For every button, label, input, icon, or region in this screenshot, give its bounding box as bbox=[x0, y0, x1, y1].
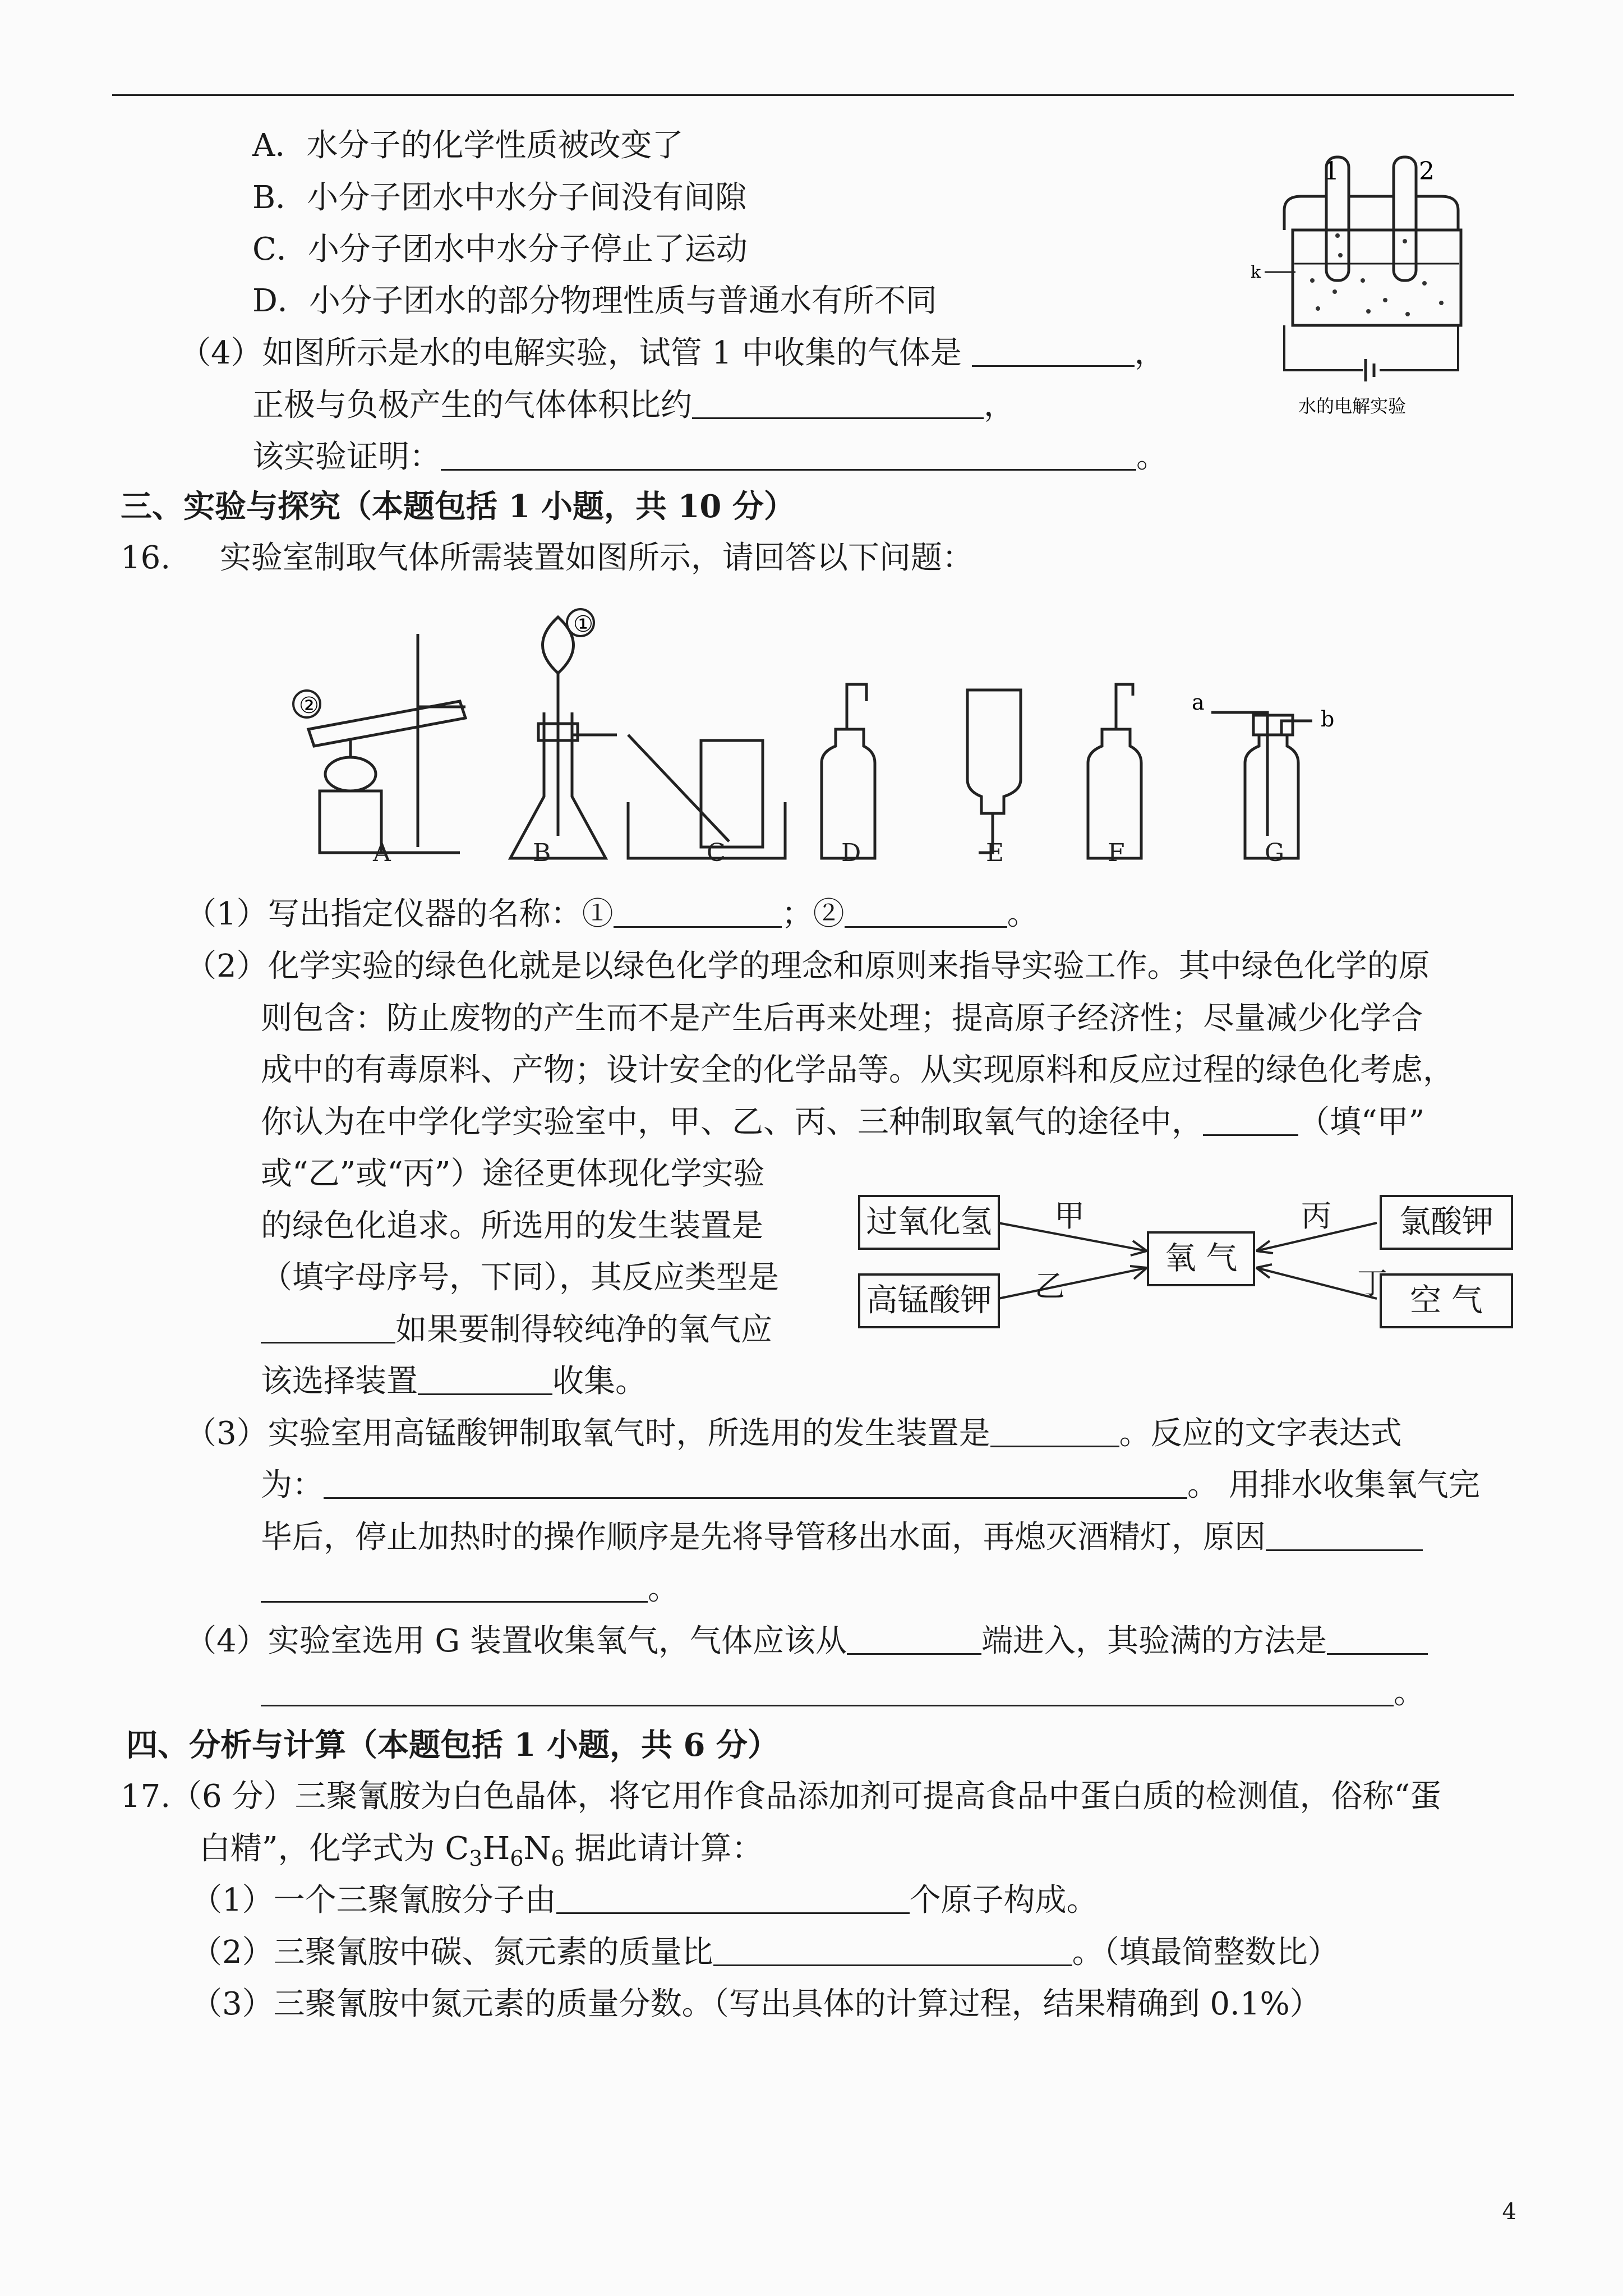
q17-line2-end: 据此请计算： bbox=[564, 1830, 763, 1867]
q16-3-blank-reason2[interactable] bbox=[261, 1572, 648, 1603]
q16-3-line4 bbox=[261, 1570, 679, 1609]
q16-3-line1 bbox=[185, 1414, 1402, 1453]
q15-4-line1-end: ， bbox=[1134, 335, 1166, 371]
apparatus-label-e: E bbox=[986, 839, 1004, 867]
q16-3-blank-device[interactable] bbox=[990, 1416, 1119, 1447]
q16-2-line9-end: 收集。 bbox=[552, 1363, 647, 1400]
q17-line2 bbox=[199, 1829, 763, 1878]
q16-4-line1-mid: 端进入，其验满的方法是 bbox=[981, 1623, 1327, 1659]
apparatus-g bbox=[1211, 712, 1312, 858]
q16-2-blank-route[interactable] bbox=[1203, 1105, 1298, 1136]
q17-part3: （3）三聚氰胺中氮元素的质量分数。（写出具体的计算过程，结果精确到 0.1%） bbox=[191, 1986, 1321, 2022]
apparatus-label-f: F bbox=[1108, 839, 1125, 867]
apparatus-figure bbox=[280, 600, 1346, 869]
apparatus-d bbox=[822, 684, 875, 858]
q15-4-line3-end: 。 bbox=[1136, 439, 1168, 475]
q16-2-line5: 或“乙”或“丙”）途径更体现化学实验 bbox=[261, 1156, 765, 1192]
q16-3-line2 bbox=[261, 1466, 1480, 1505]
battery-icon bbox=[1366, 359, 1374, 381]
q16-2-line6: 的绿色化追求。所选用的发生装置是 bbox=[261, 1208, 763, 1244]
q15-4-line3-text: 该实验证明： bbox=[252, 439, 441, 475]
route-label-yi: 乙 bbox=[1035, 1268, 1065, 1304]
q17-blank-atoms[interactable] bbox=[556, 1883, 910, 1914]
route-label-ding: 丁 bbox=[1357, 1266, 1387, 1301]
q16-2-line7: （填字母序号，下同），其反应类型是 bbox=[261, 1259, 779, 1296]
q16-2-line1: （2）化学实验的绿色化就是以绿色化学的理念和原则来指导实验工作。其中绿色化学的原 bbox=[185, 948, 1430, 984]
apparatus-f bbox=[1088, 684, 1141, 858]
q16-3-line3 bbox=[261, 1518, 1423, 1557]
apparatus-label-g: G bbox=[1265, 839, 1285, 867]
q17-line1: 17.（6 分）三聚氰胺为白色晶体，将它用作食品添加剂可提高食品中蛋白质的检测值，俗称“蛋 bbox=[121, 1778, 1442, 1815]
q17-formula-sub-n: 6 bbox=[551, 1846, 565, 1871]
q17-formula-prefix: 白精”，化学式为 C bbox=[199, 1830, 469, 1867]
apparatus-e bbox=[967, 690, 1021, 853]
q17-part2-end: 。（填最简整数比） bbox=[1072, 1934, 1339, 1971]
q16-3-blank-reason1[interactable] bbox=[1266, 1520, 1423, 1551]
q17-formula-n: N bbox=[523, 1830, 551, 1867]
q15-option-d: D．小分子团水的部分物理性质与普通水有所不同 bbox=[252, 283, 937, 319]
q16-1-mid: ；② bbox=[781, 896, 845, 932]
box-kclo3: 氯酸钾 bbox=[1380, 1195, 1513, 1250]
apparatus-label-c: C bbox=[707, 839, 726, 867]
q17-part1-text: （1）一个三聚氰胺分子由 bbox=[191, 1882, 556, 1918]
q16-3-line1-text: （3）实验室用高锰酸钾制取氧气时，所选用的发生装置是 bbox=[185, 1415, 990, 1452]
electrolysis-caption: 水的电解实验 bbox=[1298, 395, 1407, 417]
tube2 bbox=[1394, 157, 1416, 280]
q15-4-line3 bbox=[252, 438, 1168, 477]
q16-4-line2 bbox=[261, 1673, 1425, 1713]
label-k: k bbox=[1251, 263, 1261, 282]
route-label-bing: 丙 bbox=[1301, 1198, 1331, 1234]
q15-option-b: B．小分子团水中水分子间没有间隙 bbox=[252, 180, 747, 216]
q17-formula-sub-h: 6 bbox=[510, 1846, 524, 1871]
q16-1-text: （1）写出指定仪器的名称：① bbox=[185, 896, 614, 932]
q16-4-line1 bbox=[185, 1622, 1428, 1661]
q17-part1-end: 个原子构成。 bbox=[909, 1882, 1098, 1918]
q15-4-blank1[interactable] bbox=[972, 336, 1135, 367]
q16-intro: 实验室制取气体所需装置如图所示，请回答以下问题： bbox=[219, 540, 974, 576]
top-rule bbox=[112, 94, 1514, 96]
q17-part2 bbox=[191, 1933, 1339, 1972]
trough bbox=[1293, 230, 1461, 325]
q16-1-line bbox=[185, 895, 1039, 934]
q16-3-line2-end: 。 用排水收集氧气完 bbox=[1187, 1467, 1480, 1503]
q16-2-blank-type[interactable] bbox=[261, 1313, 395, 1343]
route-label-jia: 甲 bbox=[1054, 1198, 1085, 1234]
q16-2-line9 bbox=[261, 1362, 647, 1401]
q16-2-line8-end: 如果要制得较纯净的氧气应 bbox=[395, 1312, 772, 1348]
q16-2-line8 bbox=[261, 1310, 772, 1350]
box-oxygen: 氧 气 bbox=[1147, 1231, 1255, 1286]
q15-option-c: C．小分子团水中水分子停止了运动 bbox=[252, 231, 748, 268]
q17-formula-h: H bbox=[482, 1830, 510, 1867]
q16-1-blank2[interactable] bbox=[845, 897, 1007, 928]
q16-2-line4-end: （填“甲” bbox=[1298, 1104, 1425, 1140]
q16-3-line4-end: 。 bbox=[648, 1571, 679, 1607]
q16-3-line2-text: 为： bbox=[261, 1467, 324, 1503]
q15-4-line2 bbox=[252, 386, 1015, 425]
q15-4-line1-text: （4）如图所示是水的电解实验，试管 1 中收集的气体是 bbox=[179, 335, 962, 371]
q15-4-line1 bbox=[179, 334, 1166, 373]
q16-2-line3: 成中的有毒原料、产物；设计安全的化学品等。从实现原料和反应过程的绿色化考虑， bbox=[261, 1052, 1454, 1088]
q16-4-line2-end: 。 bbox=[1394, 1674, 1425, 1711]
q17-part1 bbox=[191, 1881, 1098, 1920]
apparatus-label-b: B bbox=[533, 839, 551, 867]
q16-2-line4 bbox=[261, 1103, 1424, 1142]
q15-4-line2-text: 正极与负极产生的气体体积比约 bbox=[252, 387, 692, 424]
q15-4-blank3[interactable] bbox=[441, 440, 1136, 471]
page-number: 4 bbox=[1502, 2199, 1516, 2225]
port-b-label: b bbox=[1321, 707, 1335, 731]
tube1-label: 1 bbox=[1324, 157, 1339, 186]
marker-2: ② bbox=[299, 693, 319, 719]
q16-4-line1-text: （4）实验室选用 G 装置收集氧气，气体应该从 bbox=[185, 1623, 847, 1659]
q15-4-line2-end: ， bbox=[984, 387, 1015, 424]
marker-1: ① bbox=[573, 611, 593, 637]
apparatus-a bbox=[308, 634, 465, 853]
q16-3-line1-end: 。反应的文字表达式 bbox=[1119, 1415, 1402, 1452]
box-air: 空 气 bbox=[1380, 1273, 1513, 1328]
q16-1-end: 。 bbox=[1007, 896, 1039, 932]
q17-formula-sub-c: 3 bbox=[469, 1846, 483, 1871]
q16-number: 16. bbox=[121, 540, 171, 576]
q16-2-line9-text: 该选择装置 bbox=[261, 1363, 418, 1400]
section4-heading: 四、分析与计算（本题包括 1 小题，共 6 分） bbox=[126, 1727, 779, 1764]
box-h2o2: 过氧化氢 bbox=[858, 1195, 1000, 1250]
q16-2-blank-collect[interactable] bbox=[418, 1364, 552, 1395]
q17-blank-ratio[interactable] bbox=[713, 1935, 1072, 1966]
q16-3-blank-equation[interactable] bbox=[324, 1468, 1187, 1499]
q16-3-line3-text: 毕后，停止加热时的操作顺序是先将导管移出水面，再熄灭酒精灯，原因 bbox=[261, 1519, 1266, 1556]
q16-intro-line bbox=[121, 539, 974, 578]
apparatus-label-a: A bbox=[373, 839, 391, 867]
apparatus-b bbox=[510, 617, 617, 858]
q16-1-blank1[interactable] bbox=[614, 897, 782, 928]
q16-2-line2: 则包含：防止废物的产生而不是产生后再来处理；提高原子经济性；尽量减少化学合 bbox=[261, 1000, 1423, 1037]
q17-part2-text: （2）三聚氰胺中碳、氮元素的质量比 bbox=[191, 1934, 713, 1971]
apparatus-label-d: D bbox=[841, 839, 861, 867]
q16-4-blank-method1[interactable] bbox=[1327, 1624, 1428, 1655]
box-kmno4: 高锰酸钾 bbox=[858, 1273, 1000, 1328]
q15-4-blank2[interactable] bbox=[692, 388, 984, 419]
q16-4-blank-method2[interactable] bbox=[261, 1676, 1394, 1706]
section3-heading: 三、实验与探究（本题包括 1 小题，共 10 分） bbox=[121, 488, 795, 525]
port-a-label: a bbox=[1192, 690, 1205, 715]
tube2-label: 2 bbox=[1419, 157, 1435, 186]
q16-4-blank-port[interactable] bbox=[847, 1624, 981, 1655]
electrolysis-figure bbox=[1239, 146, 1503, 426]
q16-2-line4-text: 你认为在中学化学实验室中，甲、乙、丙、三种制取氧气的途径中， bbox=[261, 1104, 1203, 1140]
q15-option-a: A．水分子的化学性质被改变了 bbox=[252, 127, 684, 164]
